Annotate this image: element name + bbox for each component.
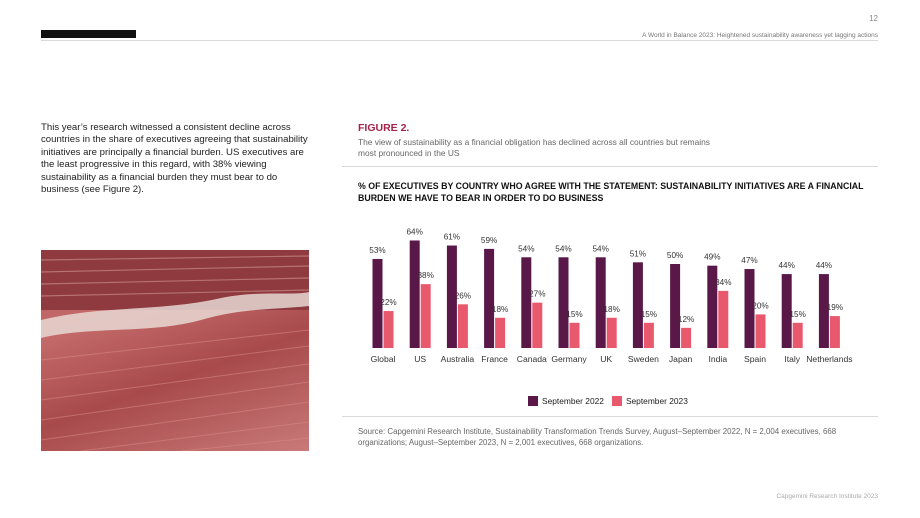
bar-2023-us [421,284,431,348]
data-label-2023-global: 22% [380,298,397,308]
bar-2023-netherlands [830,316,840,348]
bar-2023-global [384,311,394,348]
x-tick-label-germany: Germany [551,354,587,364]
data-label-2022-us: 64% [406,227,423,237]
legend-item-2022 [528,396,604,406]
data-label-2023-sweden: 15% [640,309,658,319]
data-label-2023-australia: 26% [454,291,472,301]
bar-2023-italy [793,323,803,348]
bar-2023-australia [458,304,468,348]
legend-label-2022: September 2022 [542,396,604,406]
page-footer: Capgemini Research Institute 2023 [776,493,878,500]
data-label-2023-france: 18% [491,304,509,314]
data-label-2023-canada: 27% [529,289,546,299]
data-label-2022-spain: 47% [741,256,758,266]
bar-2023-japan [681,328,691,348]
data-label-2022-sweden: 51% [629,249,647,259]
data-label-2023-spain: 20% [752,301,769,311]
data-label-2023-japan: 12% [677,314,695,324]
data-label-2022-italy: 44% [778,261,795,271]
bar-2022-canada [521,257,531,348]
legend-swatch-2022 [528,396,538,406]
figure-rule-bottom [342,416,878,417]
data-label-2022-germany: 54% [555,244,572,254]
x-tick-label-spain: Spain [744,354,766,364]
legend-label-2023: September 2023 [625,396,688,406]
chart-title: % OF EXECUTIVES BY COUNTRY WHO AGREE WITH THE STATEMENT: SUSTAINABILITY INITIATIVES ARE A FINANCIAL BURDEN WE HAVE TO BEAR IN ORDER TO DO BUSINESS [358,181,864,203]
data-label-2022-india: 49% [704,252,721,262]
x-tick-label-netherlands: Netherlands [806,354,853,364]
bar-2023-sweden [644,323,654,348]
figure-caption: The view of sustainability as a financial obligation has declined across all countries but remains most pronounced in the US [358,137,710,158]
bar-2022-uk [596,257,606,348]
bar-2023-france [495,318,505,348]
page-number: 12 [869,14,878,23]
legend-item-2023 [612,396,688,406]
bar-2022-germany [559,257,569,348]
data-label-2023-india: 34% [715,277,732,287]
bar-2022-sweden [633,262,643,348]
data-label-2022-netherlands: 44% [815,261,833,271]
bar-2023-spain [756,314,766,348]
bar-2022-us [410,240,420,348]
figure-label: FIGURE 2. [358,122,410,134]
data-label-2022-france: 59% [480,235,498,245]
x-tick-label-australia: Australia [440,354,475,364]
x-tick-label-sweden: Sweden [627,354,659,364]
bar-2023-uk [607,318,617,348]
data-label-2023-germany: 15% [566,309,583,319]
x-tick-label-italy: Italy [784,354,801,364]
x-tick-label-uk: UK [600,354,613,364]
data-label-2023-us: 38% [417,271,434,281]
data-label-2023-uk: 18% [603,304,620,314]
bar-2023-india [718,291,728,348]
x-tick-label-us: US [414,354,427,364]
data-label-2023-netherlands: 19% [826,303,844,313]
x-tick-label-india: India [708,354,728,364]
x-tick-label-japan: Japan [668,354,693,364]
data-label-2022-australia: 61% [443,232,461,242]
bar-2022-france [484,249,494,348]
bar-2022-japan [670,264,680,348]
legend-swatch-2023 [612,396,622,406]
chart-legend [528,396,696,406]
bar-2023-canada [532,303,542,348]
intro-paragraph: This year’s research witnessed a consistent decline across countries in the share of executives agreeing that sustainability initiatives are principally a financial burden. US executives are the least progressive in this regard, with 38% viewing sustainability as a financial burden they must bear to do business (see Figure 2). [41,122,308,196]
data-label-2022-canada: 54% [518,244,535,254]
x-tick-label-france: France [481,354,508,364]
data-label-2022-global: 53% [369,245,386,255]
data-label-2022-japan: 50% [666,251,684,260]
data-label-2023-italy: 15% [789,309,806,319]
x-tick-label-canada: Canada [516,354,547,364]
x-tick-label-global: Global [370,354,396,364]
figure-source: Source: Capgemini Research Institute, Sustainability Transformation Trends Survey, August–September 2022, N = 2,004 executives, 668 organizations; August–September 2023, N = 2,001 executives, 668 organizations. [358,427,837,447]
data-label-2022-uk: 54% [592,244,609,254]
bar-2023-germany [570,323,580,348]
running-header: A World in Balance 2023: Heightened sustainability awareness yet lagging actions [642,32,878,39]
